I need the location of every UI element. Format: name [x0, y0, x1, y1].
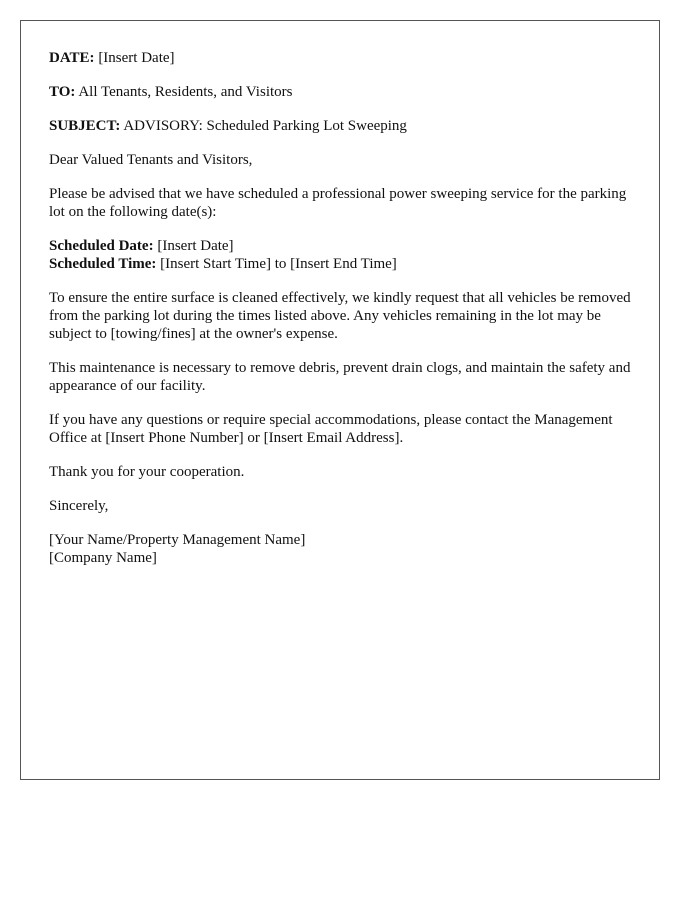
date-line	[49, 49, 631, 67]
salutation: Dear Valued Tenants and Visitors,	[49, 152, 253, 168]
signer-company: [Company Name]	[49, 550, 157, 566]
signer-name: [Your Name/Property Management Name]	[49, 532, 306, 548]
subject-label: SUBJECT:	[49, 118, 121, 134]
scheduled-time-value: [Insert Start Time] to [Insert End Time]	[156, 256, 397, 272]
contact-paragraph: If you have any questions or require special accommodations, please contact the Management Office at [Insert Phone Number] or [Insert Email Address].	[49, 412, 613, 446]
to-value: All Tenants, Residents, and Visitors	[75, 84, 293, 100]
scheduled-date-label: Scheduled Date:	[49, 238, 154, 254]
scheduled-time-label: Scheduled Time:	[49, 256, 157, 272]
closing: Sincerely,	[49, 498, 109, 514]
to-label: TO:	[49, 84, 76, 100]
subject-value: ADVISORY: Scheduled Parking Lot Sweeping	[120, 118, 407, 134]
to-line	[49, 83, 631, 101]
subject-line	[49, 117, 631, 135]
scheduled-time-line	[49, 255, 631, 273]
letter-page	[20, 20, 660, 780]
request-paragraph: To ensure the entire surface is cleaned effectively, we kindly request that all vehicles be removed from the parking lot during the times listed above. Any vehicles remaining in the lot may be subject to [towing/fines] at the owner's expense.	[49, 290, 631, 342]
date-label: DATE:	[49, 50, 95, 66]
thanks-paragraph: Thank you for your cooperation.	[49, 464, 245, 480]
purpose-paragraph: This maintenance is necessary to remove debris, prevent drain clogs, and maintain the safety and appearance of our facility.	[49, 360, 631, 394]
scheduled-date-value: [Insert Date]	[153, 238, 234, 254]
date-value: [Insert Date]	[94, 50, 175, 66]
intro-paragraph: Please be advised that we have scheduled a professional power sweeping service for the parking lot on the following date(s):	[49, 186, 627, 220]
scheduled-date-line	[49, 237, 631, 255]
